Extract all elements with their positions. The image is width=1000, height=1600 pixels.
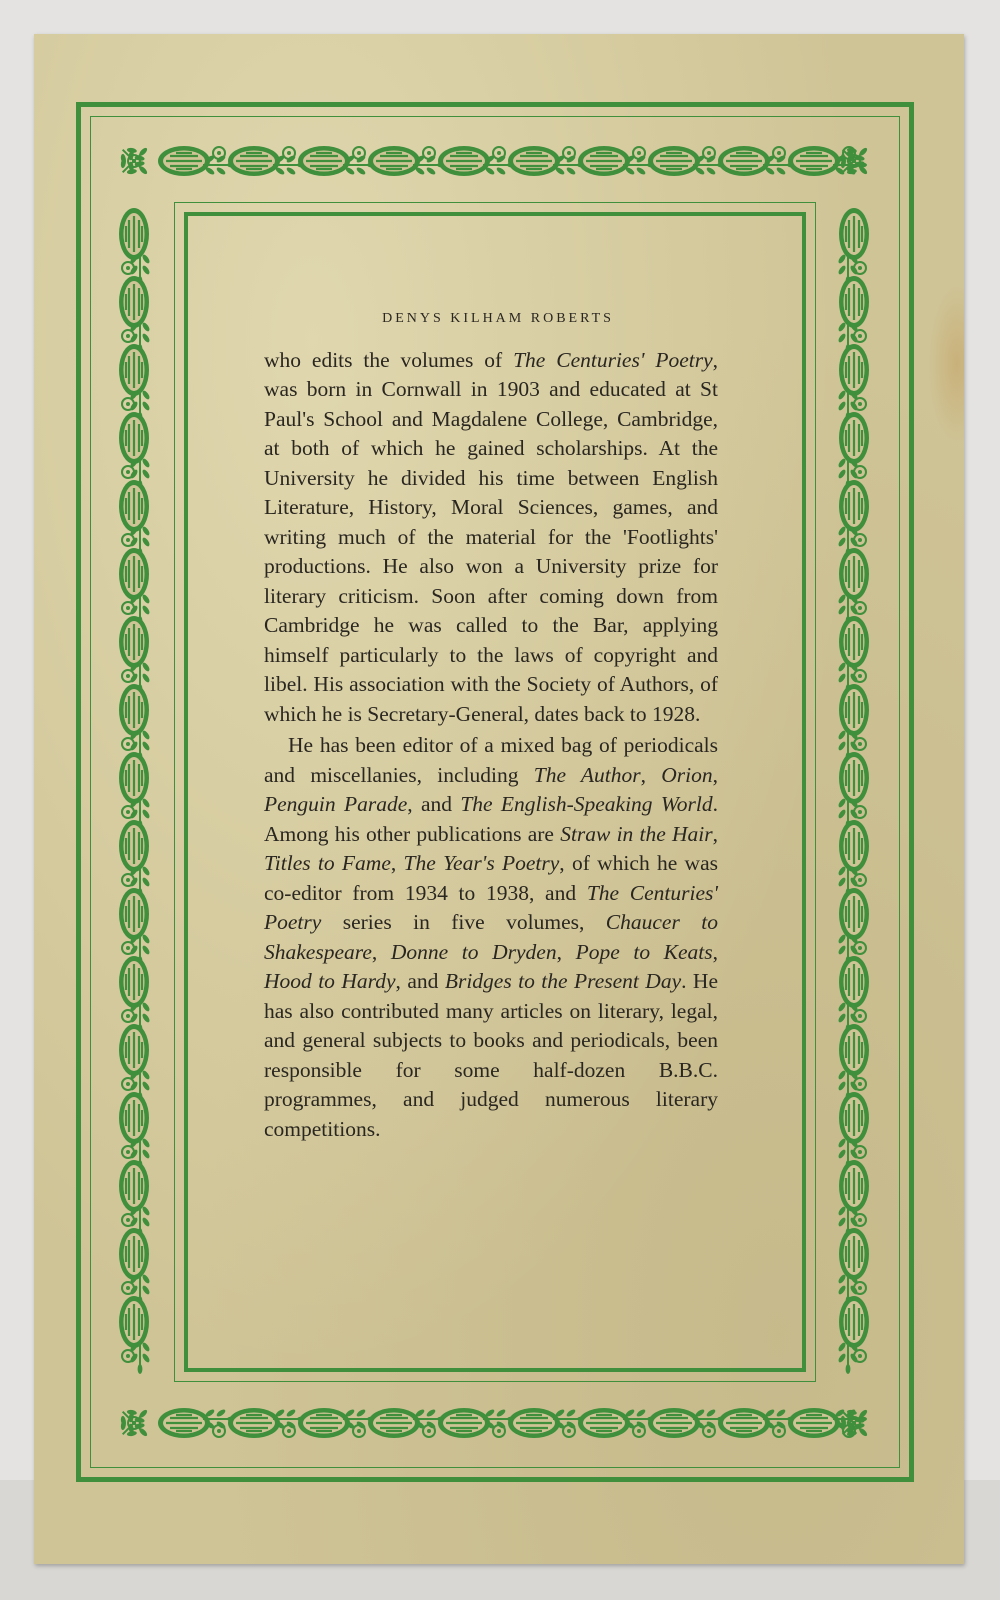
garland-ornament-icon: [119, 820, 149, 872]
garland-ornament-icon: [835, 1403, 874, 1442]
garland-ornament-icon: [122, 1010, 134, 1022]
garland-ornament-icon: [839, 1024, 869, 1076]
garland-ornament-icon: [368, 1408, 420, 1438]
garland-ornament-icon: [578, 146, 630, 176]
italic-title: Chaucer to Shakespeare: [264, 910, 718, 964]
garland-ornament-icon: [228, 1408, 280, 1438]
text-run: ,: [640, 762, 662, 787]
text-run: ,: [390, 851, 404, 875]
garland-ornament-icon: [122, 262, 134, 274]
garland-ornament-icon: [839, 480, 869, 532]
garland-ornament-icon: [298, 146, 350, 176]
garland-ornament-icon: [122, 330, 134, 342]
garland-ornament-icon: [353, 1425, 365, 1437]
garland-ornament-icon: [839, 412, 869, 464]
garland-ornament-icon: [648, 1408, 700, 1438]
garland-ornament-icon: [368, 146, 420, 176]
garland-ornament-icon: [839, 276, 869, 328]
garland-ornament-icon: [854, 398, 866, 410]
garland-ornament-icon: [119, 412, 149, 464]
text-run: ,: [371, 939, 391, 964]
text-run: , of which he was co-editor from 1934 to 1938, and: [264, 851, 718, 905]
garland-ornament-icon: [854, 534, 866, 546]
garland-ornament-icon: [158, 1408, 210, 1438]
garland-ornament-icon: [122, 942, 134, 954]
garland-ornament-icon: [854, 942, 866, 954]
garland-ornament-icon: [122, 534, 134, 546]
garland-ornament-icon: [854, 1010, 866, 1022]
garland-ornament-icon: [122, 806, 134, 818]
italic-title: Penguin Parade: [264, 792, 408, 816]
garland-ornament-icon: [122, 1282, 134, 1294]
garland-ornament-icon: [854, 466, 866, 478]
garland-ornament-icon: [122, 398, 134, 410]
garland-ornament-icon: [115, 1403, 154, 1442]
text-run: ,: [556, 939, 576, 964]
italic-title: The Centuries' Poetry: [513, 347, 713, 372]
italic-title: Orion: [661, 762, 713, 787]
garland-ornament-icon: [283, 1425, 295, 1437]
italic-title: Titles to Fame: [264, 851, 391, 875]
italic-title: The Author: [533, 762, 641, 787]
garland-ornament-icon: [854, 262, 866, 274]
garland-ornament-icon: [122, 1078, 134, 1090]
book-back-cover: [34, 34, 964, 1564]
garland-ornament-icon: [228, 146, 280, 176]
garland-ornament-icon: [438, 146, 490, 176]
garland-ornament-icon: [563, 147, 575, 159]
garland-ornament-icon: [839, 616, 869, 668]
garland-ornament-icon: [854, 670, 866, 682]
garland-ornament-icon: [119, 276, 149, 328]
garland-ornament-icon: [115, 142, 154, 181]
garland-ornament-icon: [283, 147, 295, 159]
garland-ornament-icon: [493, 147, 505, 159]
garland-ornament-icon: [122, 738, 134, 750]
garland-ornament-icon: [158, 146, 210, 176]
italic-title: Donne to Dryden: [390, 939, 557, 964]
garland-ornament-icon: [508, 146, 560, 176]
garland-ornament-icon: [854, 1282, 866, 1294]
garland-ornament-icon: [718, 1408, 770, 1438]
garland-ornament-icon: [213, 1425, 225, 1437]
garland-ornament-icon: [854, 1350, 866, 1362]
garland-ornament-icon: [122, 1350, 134, 1362]
text-run: who edits the volumes of: [264, 347, 514, 372]
garland-ornament-icon: [854, 1078, 866, 1090]
garland-ornament-icon: [839, 1092, 869, 1144]
garland-ornament-icon: [854, 874, 866, 886]
garland-ornament-icon: [119, 208, 149, 260]
italic-title: The English-Speaking World: [460, 792, 713, 816]
italic-title: The Centuries' Poetry: [264, 880, 718, 934]
garland-ornament-icon: [119, 548, 149, 600]
garland-ornament-icon: [119, 752, 149, 804]
garland-ornament-icon: [773, 1425, 785, 1437]
text-run: series in five volumes,: [321, 910, 606, 934]
garland-ornament-icon: [213, 147, 225, 159]
garland-ornament-icon: [854, 1214, 866, 1226]
garland-ornament-icon: [835, 142, 874, 181]
garland-ornament-icon: [122, 466, 134, 478]
garland-ornament-icon: [839, 1228, 869, 1280]
text-run: ,: [712, 821, 718, 846]
garland-ornament-icon: [563, 1425, 575, 1437]
garland-ornament-icon: [119, 616, 149, 668]
italic-title: Bridges to the Present Day: [444, 969, 682, 993]
garland-ornament-icon: [508, 1408, 560, 1438]
garland-ornament-icon: [854, 602, 866, 614]
garland-ornament-icon: [438, 1408, 490, 1438]
garland-ornament-icon: [119, 684, 149, 736]
garland-ornament-icon: [839, 548, 869, 600]
garland-ornament-icon: [839, 1160, 869, 1212]
biography-paragraph-1: [264, 346, 718, 730]
text-run: . He has also contributed many articles on literary, legal, and general subjects to books and periodicals, been responsible for some half-dozen B.B.C. programmes, and judged numerous literary competitions.: [264, 969, 719, 1141]
text-run: , and: [395, 969, 445, 993]
italic-title: Straw in the Hair: [560, 821, 713, 846]
garland-ornament-icon: [122, 1214, 134, 1226]
garland-ornament-icon: [122, 874, 134, 886]
garland-ornament-icon: [122, 670, 134, 682]
garland-ornament-icon: [854, 1146, 866, 1158]
garland-ornament-icon: [115, 141, 154, 180]
garland-ornament-icon: [298, 1408, 350, 1438]
garland-ornament-icon: [773, 147, 785, 159]
author-name-heading: DENYS KILHAM ROBERTS: [382, 311, 614, 326]
garland-ornament-icon: [788, 1408, 840, 1438]
garland-ornament-icon: [578, 1408, 630, 1438]
italic-title: Hood to Hardy: [264, 969, 396, 993]
garland-ornament-icon: [788, 146, 840, 176]
garland-ornament-icon: [119, 888, 149, 940]
garland-ornament-icon: [633, 147, 645, 159]
garland-ornament-icon: [854, 330, 866, 342]
garland-ornament-icon: [839, 820, 869, 872]
garland-ornament-icon: [839, 684, 869, 736]
text-run: , and: [407, 792, 461, 816]
text-run: , was born in Cornwall in 1903 and educated at St Paul's School and Magdalene College, Cambridge, at both of which he gained scholarships. At the University he divided his time between English Literature, History, Moral Sciences, games, and writing much of the material for the 'Footlights' productions. He also won a University prize for literary criticism. Soon after coming down from Cambridge he was called to the Bar, applying himself particularly to the laws of copyright and libel. His association with the Society of Authors, of which he is Secretary-General, dates back to 1928.: [264, 347, 719, 726]
garland-ornament-icon: [119, 1092, 149, 1144]
garland-ornament-icon: [119, 956, 149, 1008]
text-run: ,: [712, 762, 719, 787]
garland-ornament-icon: [648, 146, 700, 176]
garland-ornament-icon: [633, 1425, 645, 1437]
garland-ornament-icon: [839, 888, 869, 940]
garland-ornament-icon: [119, 1296, 149, 1348]
garland-ornament-icon: [839, 344, 869, 396]
garland-ornament-icon: [703, 1425, 715, 1437]
garland-ornament-icon: [839, 752, 869, 804]
garland-ornament-icon: [119, 1228, 149, 1280]
italic-title: Pope to Keats: [575, 939, 713, 964]
garland-ornament-icon: [119, 1160, 149, 1212]
author-biography: [264, 304, 718, 1144]
text-run: ,: [712, 939, 719, 964]
garland-ornament-icon: [703, 147, 715, 159]
garland-ornament-icon: [423, 1425, 435, 1437]
garland-ornament-icon: [353, 147, 365, 159]
garland-ornament-icon: [854, 738, 866, 750]
garland-ornament-icon: [718, 146, 770, 176]
garland-ornament-icon: [122, 1146, 134, 1158]
garland-ornament-icon: [839, 1296, 869, 1348]
garland-ornament-icon: [854, 806, 866, 818]
garland-ornament-icon: [423, 147, 435, 159]
garland-ornament-icon: [122, 602, 134, 614]
garland-ornament-icon: [119, 344, 149, 396]
garland-ornament-icon: [493, 1425, 505, 1437]
text-run: . Among his other publications are: [264, 792, 718, 846]
italic-title: The Year's Poetry: [403, 851, 560, 875]
garland-ornament-icon: [839, 956, 869, 1008]
garland-ornament-icon: [119, 1024, 149, 1076]
garland-ornament-icon: [839, 208, 869, 260]
garland-ornament-icon: [119, 480, 149, 532]
biography-paragraph-2: [264, 731, 718, 1144]
text-run: He has been editor of a mixed bag of periodicals and miscellanies, including: [264, 733, 718, 787]
